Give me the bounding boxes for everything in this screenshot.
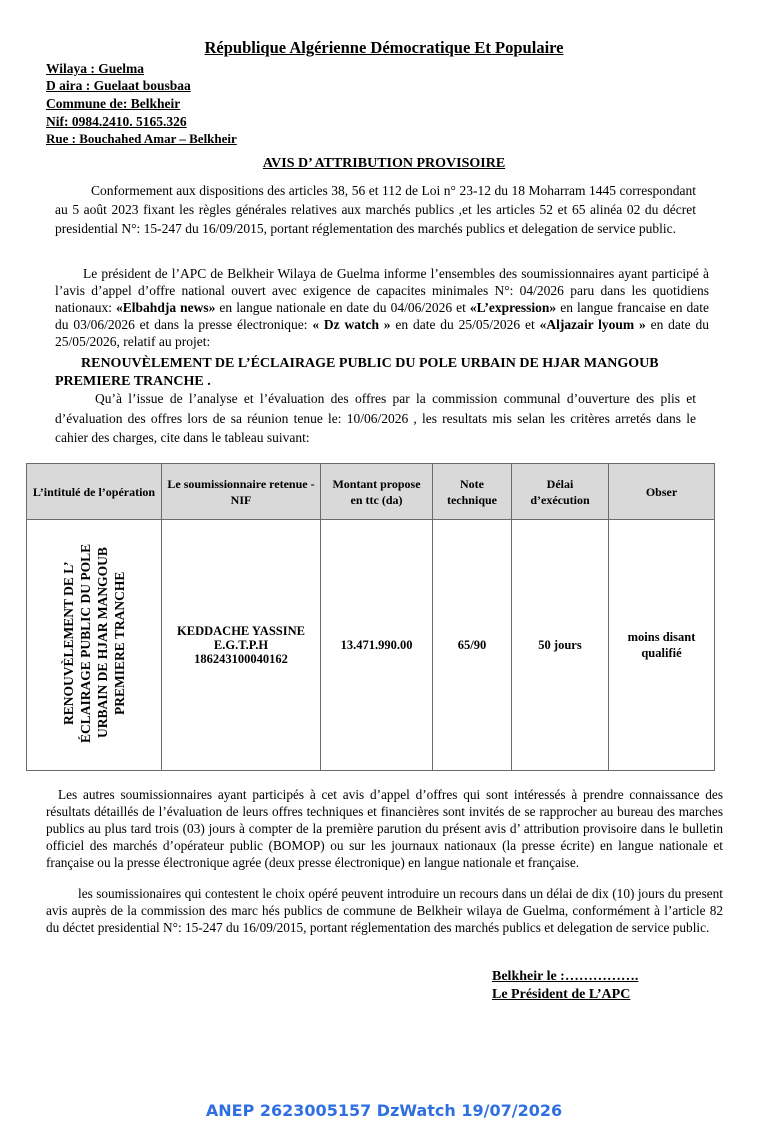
- journal-dz-watch: « Dz watch »: [312, 317, 391, 332]
- cell-soumissionnaire: [162, 520, 321, 771]
- header-daira: D aira : Guelaat bousbaa: [46, 78, 191, 93]
- signature-place: Belkheir le :…………….: [492, 969, 639, 984]
- header-note: Note technique: [433, 464, 512, 520]
- page-title: République Algérienne Démocratique Et Populaire: [204, 38, 564, 57]
- header-commune: Commune de: Belkheir: [46, 96, 181, 111]
- header-soumissionnaire: Le soumissionnaire retenue - NIF: [162, 464, 321, 520]
- signature-title: Le Président de L’APC: [492, 987, 631, 1002]
- soumissionnaire-nif: 186243100040162: [194, 652, 288, 666]
- paragraph-4: [46, 786, 723, 871]
- header-nif: Nif: 0984.2410. 5165.326: [46, 114, 187, 129]
- paragraph-4-text: Les autres soumissionnaires ayant participés à cet avis d’appel d’offres qui sont intéressés à prendre connaissance des résultats détaillés de l’évaluation de leurs offres techniques et financières sont invités de se rapprocher au bureau des marches publics au plus tard trois (03) jours à compter de la première parution du présent avis d’ attribution provisoire dans le bulletin officiel des marchés d’opérateur public (BOMOP) ou sur les journaux nationaux (la presse écrite) en langue nationale et française ou la presse électronique agrée (deux presse électronique) en langue nationale et française.: [46, 787, 723, 870]
- project-title-line1: RENOUVÈLEMENT DE L’ÉCLAIRAGE PUBLIC DU POLE URBAIN DE HJAR MANGOUB: [81, 356, 659, 371]
- journal-expression: «L’expression»: [469, 300, 557, 315]
- paragraph-1-text: Conformement aux dispositions des articles 38, 56 et 112 de Loi n° 23-12 du 18 Moharram 1445 correspondant au 5 août 2023 fixant les règles générales relatives aux marchés publics ,et les articles 52 et 65 alinéa 02 du décret presidential N°: 15-247 du 16/09/2015, portant réglementation des marchés publics et delegation de service public.: [55, 183, 696, 236]
- footer-reference: ANEP 2623005157 DzWatch 19/07/2026: [205, 1101, 563, 1120]
- soumissionnaire-company: E.G.T.P.H: [213, 638, 269, 652]
- paragraph-3: [55, 389, 696, 448]
- cell-montant: 13.471.990.00: [321, 520, 433, 771]
- paragraph-5: [46, 885, 723, 936]
- header-wilaya: Wilaya : Guelma: [46, 61, 145, 76]
- header-operation: L’intitulé de l’opération: [27, 464, 162, 520]
- paragraph-2-mid2: en langue francaise en date du 03/06/2026 et dans la presse électronique:: [55, 300, 710, 332]
- avis-title: AVIS D’ ATTRIBUTION PROVISOIRE: [262, 156, 506, 171]
- paragraph-5-text: les soumissionaires qui contestent le choix opéré peuvent introduire un recours dans un délai de dix (10) jours du present avis auprès de la commission des marc hés publics de commune de Belkheir wilaya de Guelma, conformément à l’article 82 du déctet presidential N°: 15-247 du 16/09/2015, portant réglementation des marchés publics et delegation de service public.: [46, 886, 723, 935]
- paragraph-2: [55, 265, 709, 350]
- attribution-table: [26, 463, 715, 771]
- header-obser: Obser: [609, 464, 715, 520]
- paragraph-2-mid1: en langue nationale en date du 04/06/2026 et: [219, 300, 466, 315]
- paragraph-3-text: Qu’à l’issue de l’analyse et l’évaluation des offres par la commission communal d’ouverture des plis et d’évaluation des offres lors de sa réunion tenue le: 10/06/2026 , les resultats mis selan les critères arretés dans le cahier des charges, cite dans le tableau suivant:: [55, 391, 696, 445]
- table-row: [27, 520, 715, 771]
- cell-obser: moins disant qualifié: [609, 520, 715, 771]
- header-delai: Délai d’exécution: [512, 464, 609, 520]
- paragraph-2-end: en date du 25/05/2026, relatif au projet:: [55, 317, 709, 349]
- paragraph-2-intro: Le président de l’APC de Belkheir Wilaya de Guelma informe l’ensembles des soumissionnaires ayant participé à l’avis d’appel d’offre national ouvert avec exigence de capacites minimales N°: 04/2026 paru dans les quotidiens nationaux:: [55, 266, 709, 315]
- operation-vertical-text: RENOUVÈLEMENT DE L’ ÉCLAIRAGE PUBLIC DU POLE URBAIN DE HJAR MANGOUB PREMIERE TRANCHE: [61, 543, 127, 743]
- project-title-line2: PREMIERE TRANCHE .: [55, 374, 211, 389]
- paragraph-1: [55, 181, 696, 238]
- cell-note: 65/90: [433, 520, 512, 771]
- table-header-row: [27, 464, 715, 520]
- paragraph-2-mid3: en date du 25/05/2026 et: [395, 317, 535, 332]
- header-montant: Montant propose en ttc (da): [321, 464, 433, 520]
- cell-delai: 50 jours: [512, 520, 609, 771]
- header-rue: Rue : Bouchahed Amar – Belkheir: [46, 131, 237, 146]
- project-title: [55, 355, 735, 391]
- journal-aljazair: «Aljazair lyoum »: [539, 317, 646, 332]
- soumissionnaire-name: KEDDACHE YASSINE: [177, 624, 305, 638]
- cell-operation: [27, 520, 162, 771]
- journal-elbahdja: «Elbahdja news»: [116, 300, 216, 315]
